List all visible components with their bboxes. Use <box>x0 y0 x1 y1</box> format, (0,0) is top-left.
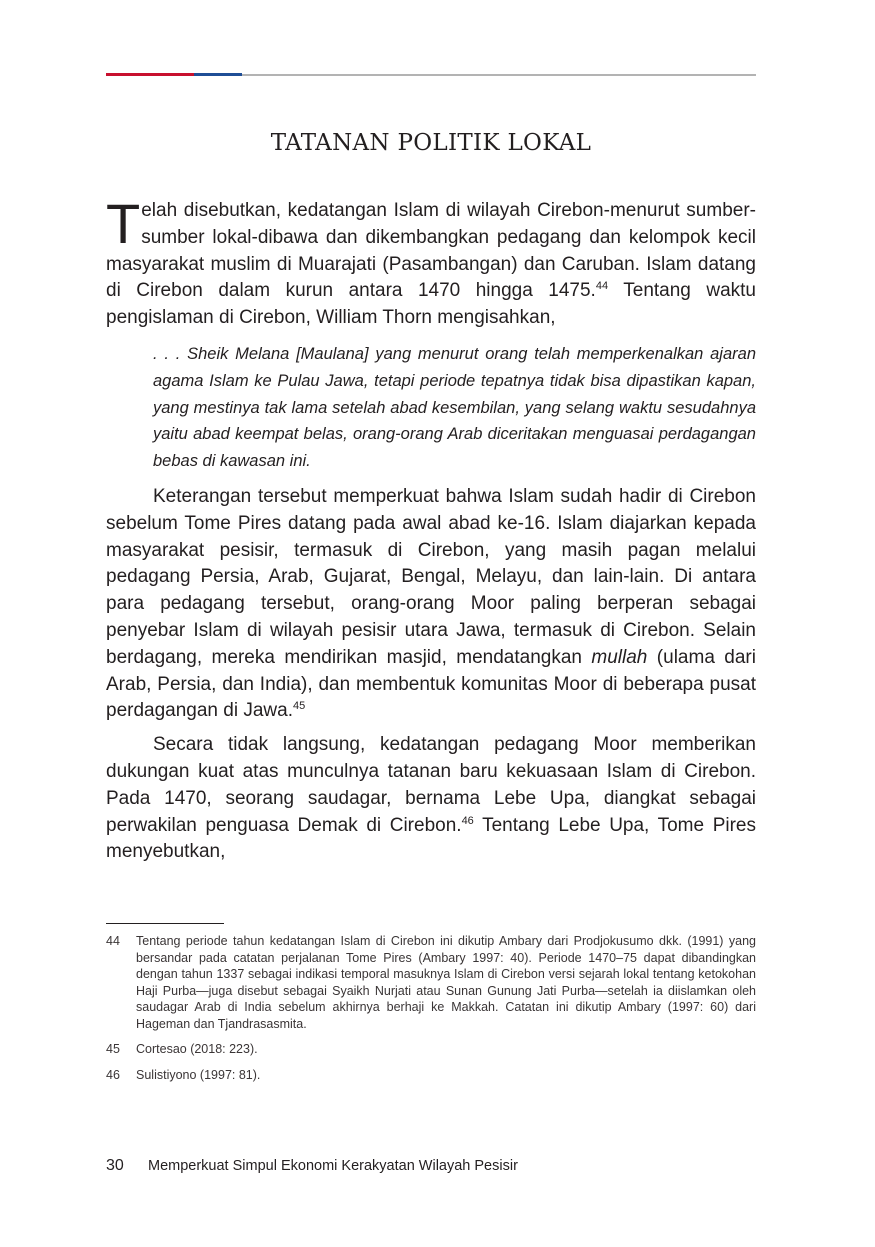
block-quote: . . . Sheik Melana [Maulana] yang menurut orang telah memperkenalkan ajaran agama Islam ke Pulau Jawa, tetapi periode tepatnya tidak bisa dipastikan kapan, yang mestinya tak lama setelah abad kesembilan, yang selang waktu sesudahnya yaitu abad keempat belas, orang-orang Arab diceritakan menguasai perdagangan bebas di kawasan ini. <box>153 344 756 471</box>
page-footer <box>106 1157 518 1175</box>
paragraph-3 <box>106 732 756 866</box>
drop-cap: T <box>106 192 141 255</box>
top-decorative-rule <box>106 73 756 76</box>
rule-grey-segment <box>242 74 756 76</box>
footnote-text: Cortesao (2018: 223). <box>136 1042 258 1056</box>
footnote-number: 45 <box>106 1042 120 1056</box>
paragraph-3-text-b: Tentang Lebe Upa, Tome Pires menyebutkan, <box>106 814 756 863</box>
footnote-text: Tentang periode tahun kedatangan Islam di Cirebon ini dikutip Ambary dari Prodjokusumo dkk. (1991) yang bersandar pada catatan perjalanan Tome Pires (Ambary 1997: 40). Periode 1470–75 dapat dibandingkan dengan tahun 1337 sebagai indikasi temporal masuknya Islam di Cirebon versi sejarah lokal tentang ketokohan Haji Purba—juga disebut sebagai Syaikh Nurjati atau Sunan Gunung Jati Purba—setelah ia diislamkan oleh saudagar Arab di India sebelum akhirnya berhaji ke Makkah. Catatan ini dikutip Ambary (1997: 60) dari Hageman dan Tjandrasasmita. <box>136 934 756 1031</box>
footnote-ref-46[interactable]: 46 <box>461 814 474 827</box>
paragraph-1-text-a: elah disebutkan, kedatangan Islam di wilayah Cirebon-menurut sumber-sumber lokal-dibawa dan dikembangkan pedagang dan kelompok kecil masyarakat muslim di Muarajati (Pasambangan) dan Caruban. Islam datang di Cirebon dalam kurun antara 1470 hingga 1475. <box>106 200 756 302</box>
page-number: 30 <box>106 1157 124 1174</box>
footnote-item <box>106 1041 756 1058</box>
footnote-separator <box>106 923 224 924</box>
paragraph-1-text-b: Tentang waktu pengislaman di Cirebon, William Thorn mengisahkan, <box>106 280 756 329</box>
rule-red-segment <box>106 73 194 76</box>
footnote-item <box>106 1067 756 1084</box>
footnote-ref-45[interactable]: 45 <box>292 700 306 713</box>
footnote-number: 44 <box>106 934 120 948</box>
footnote-text: Sulistiyono (1997: 81). <box>136 1067 261 1082</box>
paragraph-2-italic: mullah <box>591 646 648 668</box>
footnote-item <box>106 933 756 1032</box>
paragraph-2-text-b: (ulama dari Arab, Persia, dan India), dan membentuk komunitas Moor di beberapa pusat perdagangan di Jawa. <box>106 646 756 722</box>
footnote-number: 46 <box>106 1067 120 1082</box>
footnote-ref-44[interactable]: 44 <box>595 280 609 293</box>
main-body <box>106 192 756 866</box>
paragraph-2-text-a: Keterangan tersebut memperkuat bahwa Islam sudah hadir di Cirebon sebelum Tome Pires datang pada awal abad ke-16. Islam diajarkan kepada masyarakat pesisir, termasuk di Cirebon, yang masih pagan melalui pedagang Persia, Arab, Gujarat, Bengal, Melayu, dan lain-lain. Di antara para pedagang tersebut, orang-orang Moor paling berperan sebagai penyebar Islam di wilayah pesisir utara Jawa, termasuk di Cirebon. Selain berdagang, mereka mendirikan masjid, mendatangkan <box>106 485 756 668</box>
section-title: TATANAN POLITIK LOKAL <box>270 130 592 156</box>
paragraph-1 <box>106 192 756 332</box>
paragraph-3-text-a: Secara tidak langsung, kedatangan pedagang Moor memberikan dukungan kuat atas munculnya tatanan baru kekuasaan Islam di Cirebon. Pada 1470, seorang saudagar, bernama Lebe Upa, diangkat sebagai perwakilan penguasa Demak di Cirebon. <box>106 734 756 836</box>
running-title: Memperkuat Simpul Ekonomi Kerakyatan Wilayah Pesisir <box>148 1158 518 1174</box>
rule-blue-segment <box>194 73 242 76</box>
footnotes <box>106 933 756 1092</box>
paragraph-2 <box>106 484 756 725</box>
